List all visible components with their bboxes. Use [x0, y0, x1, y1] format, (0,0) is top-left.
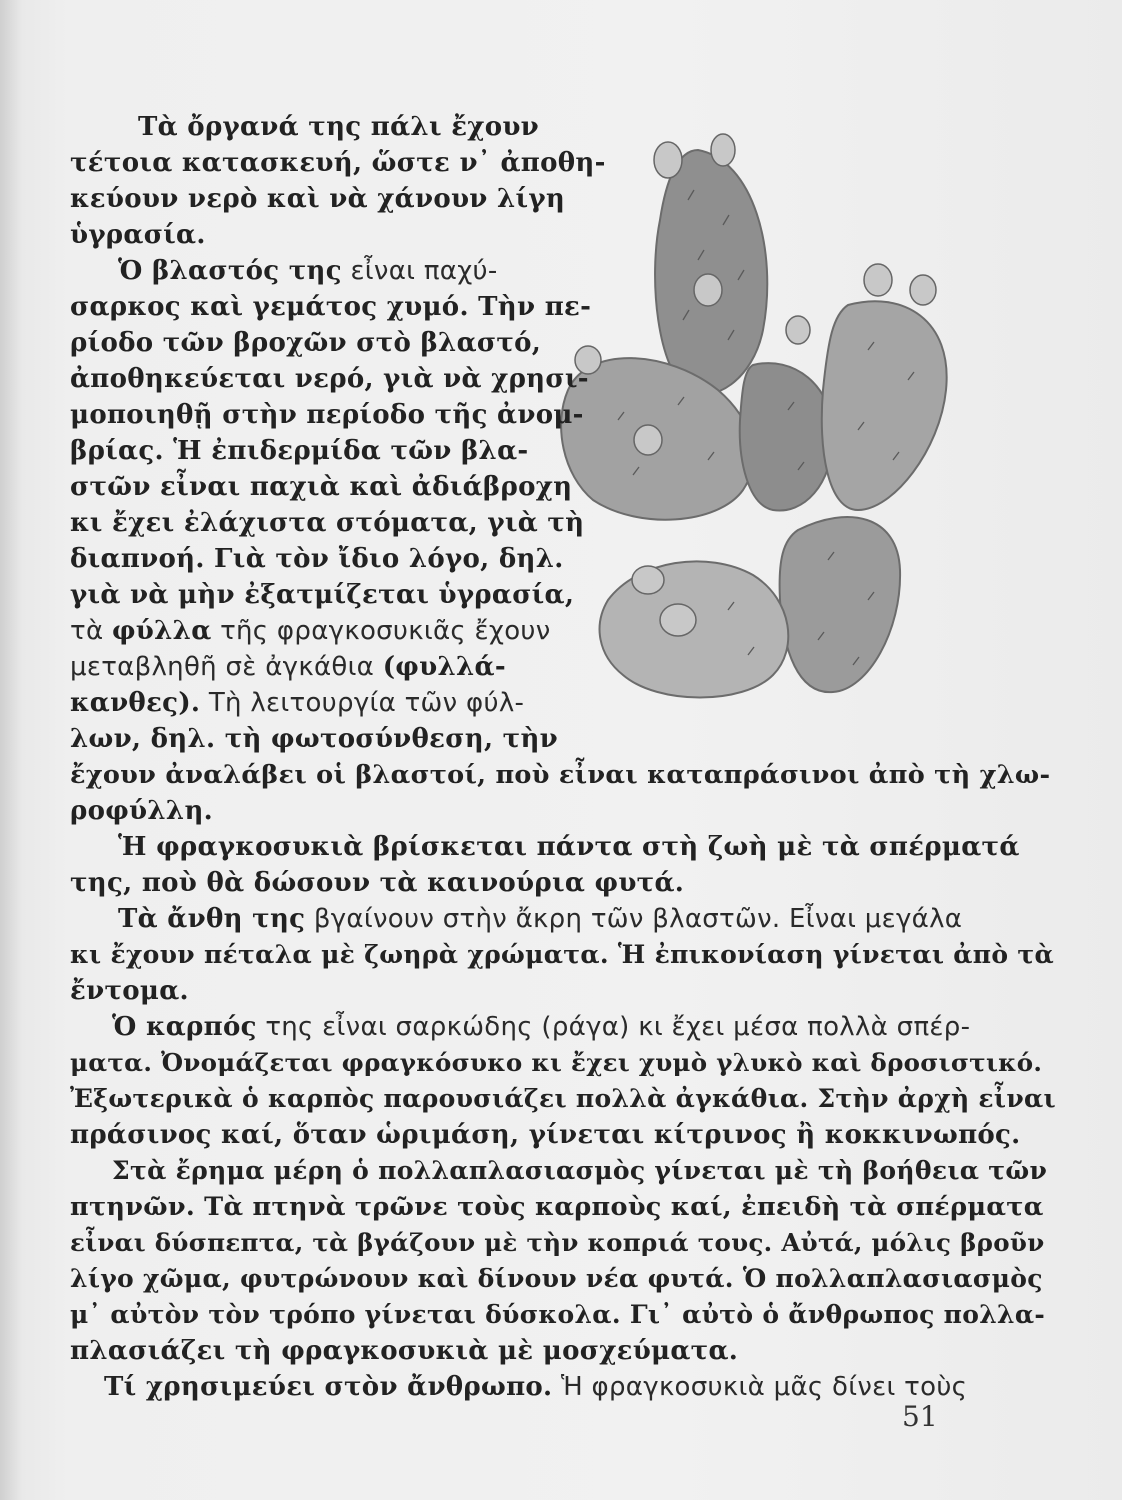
text-line: ρίοδο τῶν βροχῶν στὸ βλαστό,	[70, 328, 542, 358]
text-line: λων, δηλ. τὴ φωτοσύνθεση, τὴν	[70, 724, 558, 754]
text-line: Τί χρησιμεύει στὸν ἄνθρωπο. Ἡ φραγκοσυκιὰ μᾶς δίνει τοὺς	[104, 1372, 968, 1402]
text-line: τέτοια κατασκευή, ὥστε ν᾽ ἀποθη-	[70, 148, 606, 178]
cactus-fruit-9	[660, 604, 696, 636]
text-line: στῶν εἶναι παχιὰ καὶ ἀδιάβροχη	[70, 472, 573, 502]
text-line: ὑγρασία.	[70, 220, 206, 250]
text-line: ροφύλλη.	[70, 796, 214, 826]
page-number: 51	[902, 1400, 938, 1433]
text-line: κι ἔχουν πέταλα μὲ ζωηρὰ χρώματα. Ἡ ἐπικονίαση γίνεται ἀπὸ τὰ	[70, 940, 1055, 969]
cactus-fruit-10	[694, 274, 722, 306]
text-line: εἶναι δύσπεπτα, τὰ βγάζουν μὲ τὴν κοπριά τους. Αὐτά, μόλις βροῦν	[70, 1228, 1045, 1257]
cactus-fruit-2	[711, 134, 735, 166]
text-line: μεταβληθῆ σὲ ἀγκάθια (φυλλά-	[70, 652, 506, 682]
text-line: μοποιηθῇ στὴν περίοδο τῆς ἀνομ-	[70, 400, 584, 430]
cactus-pad-lower-right	[780, 517, 901, 692]
text-line: κανθες). Τὴ λειτουργία τῶν φύλ-	[70, 688, 525, 718]
cactus-fruit-4	[634, 425, 662, 455]
cactus-fruit-8	[632, 566, 664, 594]
text-line: λίγο χῶμα, φυτρώνουν καὶ δίνουν νέα φυτά. Ὁ πολλαπλασιασμὸς	[70, 1264, 1043, 1293]
text-line: πλασιάζει τὴ φραγκοσυκιὰ μὲ μοσχεύματα.	[70, 1336, 739, 1366]
text-line: Ὁ καρπός της εἶναι σαρκώδης (ράγα) κι ἔχει μέσα πολλὰ σπέρ-	[112, 1012, 971, 1042]
text-line: πράσινος καί, ὅταν ὡριμάση, γίνεται κίτρινος ἢ κοκκινωπός.	[70, 1120, 1021, 1150]
cactus-pad-right-tall	[822, 301, 947, 510]
text-line: Ἡ φραγκοσυκιὰ βρίσκεται πάντα στὴ ζωὴ μὲ τὰ σπέρματά	[118, 832, 1020, 862]
cactus-fruit-7	[910, 275, 936, 305]
cactus-fruit-6	[864, 264, 892, 296]
text-line: της, ποὺ θὰ δώσουν τὰ καινούρια φυτά.	[70, 868, 685, 898]
text-line: κεύουν νερὸ καὶ νὰ χάνουν λίγη	[70, 184, 566, 214]
text-line: σαρκος καὶ γεμάτος χυμό. Τὴν πε-	[70, 292, 592, 322]
text-line: ἀποθηκεύεται νερό, γιὰ νὰ χρησι-	[70, 364, 589, 394]
prickly-pear-illustration	[548, 130, 988, 710]
text-line: ματα. Ὀνομάζεται φραγκόσυκο κι ἔχει χυμὸ γλυκὸ καὶ δροσιστικό.	[70, 1048, 1043, 1077]
cactus-fruit-1	[654, 142, 682, 178]
cactus-pad-bottom-left	[600, 561, 789, 697]
page-edge-shadow	[0, 0, 22, 1500]
text-line: Ἐξωτερικὰ ὁ καρπὸς παρουσιάζει πολλὰ ἀγκάθια. Στὴν ἀρχὴ εἶναι	[70, 1084, 1056, 1113]
text-line: βρίας. Ἡ ἐπιδερμίδα τῶν βλα-	[70, 436, 529, 466]
text-line: γιὰ νὰ μὴν ἐξατμίζεται ὑγρασία,	[70, 580, 575, 610]
text-line: πτηνῶν. Τὰ πτηνὰ τρῶνε τοὺς καρποὺς καί, ἐπειδὴ τὰ σπέρματα	[70, 1192, 1044, 1222]
text-line: κι ἔχει ἐλάχιστα στόματα, γιὰ τὴ	[70, 508, 585, 538]
text-line: Τὰ ἄνθη της βγαίνουν στὴν ἄκρη τῶν βλαστῶν. Εἶναι μεγάλα	[118, 904, 963, 934]
text-line: διαπνοή. Γιὰ τὸν ἴδιο λόγο, δηλ.	[70, 544, 564, 574]
cactus-pad-top	[655, 150, 767, 394]
text-line: Στὰ ἔρημα μέρη ὁ πολλαπλασιασμὸς γίνεται μὲ τὴ βοήθεια τῶν	[112, 1156, 1048, 1185]
text-line: Ὁ βλαστός της εἶναι παχύ-	[118, 256, 498, 286]
text-line: τὰ φύλλα τῆς φραγκοσυκιᾶς ἔχουν	[70, 616, 551, 646]
text-line: ἔντομα.	[70, 976, 189, 1006]
cactus-pad-center	[740, 363, 833, 510]
text-line: μ᾽ αὐτὸν τὸν τρόπο γίνεται δύσκολα. Γι᾽ αὐτὸ ὁ ἄνθρωπος πολλα-	[70, 1300, 1046, 1329]
cactus-fruit-5	[786, 316, 810, 344]
text-line: ἔχουν ἀναλάβει οἱ βλαστοί, ποὺ εἶναι καταπράσινοι ἀπὸ τὴ χλω-	[70, 760, 1051, 790]
text-line: Τὰ ὄργανά της πάλι ἔχουν	[138, 112, 540, 142]
